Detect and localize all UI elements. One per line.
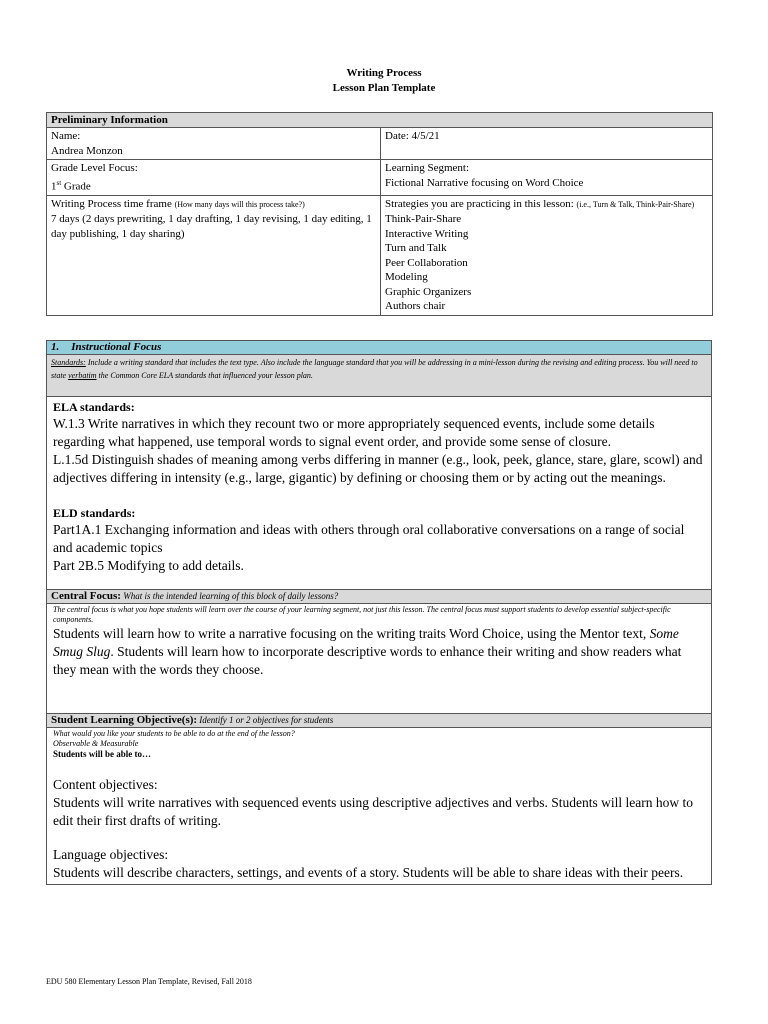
eld-standard-2: Part 2B.5 Modifying to add details. [53,558,244,573]
document-title-block [0,66,768,96]
strategy-item: Modeling [385,271,428,284]
page-footer: EDU 580 Elementary Lesson Plan Template, Revised, Fall 2018 [46,977,252,986]
eld-standard-1: Part1A.1 Exchanging information and ideas with others through oral collaborative conversations on a range of social and academic topics [53,522,685,555]
preliminary-info-table [46,112,713,316]
timeframe-label [51,197,376,213]
strategies-label-text: Strategies you are practicing in this lesson: [385,197,577,210]
segment-value: Fictional Narrative focusing on Word Choice [385,176,584,189]
strategy-item: Interactive Writing [385,227,469,240]
name-label: Name: [51,130,81,142]
strategy-item: Turn and Talk [385,242,447,255]
grade-label: Grade Level Focus: [51,162,138,174]
strategies-label [385,197,708,213]
name-cell [47,128,381,160]
grade-ordinal: st [56,178,62,187]
strategies-hint: (i.e., Turn & Talk, Think-Pair-Share) [576,199,695,209]
objectives-prompt: Identify 1 or 2 objectives for students [197,715,334,725]
grade-suffix: Grade [61,180,91,193]
strategies-cell [381,195,713,315]
segment-cell [381,160,713,196]
grade-cell [47,160,381,196]
timeframe-label-text: Writing Process time frame [51,197,175,210]
language-objectives-label: Language objectives: [53,847,169,862]
strategy-item: Peer Collaboration [385,256,468,269]
standards-instructions [47,355,712,397]
mentor-text-title: Some Smug Slug [53,626,679,659]
standards-label: Standards: [51,358,86,367]
central-focus-text-end: . Students will learn how to incorporate descriptive words to enhance their writing and show readers what they mean with the words they choose. [53,644,682,677]
content-objectives-label: Content objectives: [53,777,158,792]
timeframe-hint: (How many days will this process take?) [174,199,305,209]
document-subtitle: Lesson Plan Template [332,82,436,94]
timeframe-value: 7 days (2 days prewriting, 1 day drafting, 1 day revising, 1 day editing, 1 day publishing, 1 day sharing) [51,213,372,240]
segment-label: Learning Segment: [385,162,470,174]
standards-content [47,397,712,590]
eld-heading: ELD standards: [53,506,136,520]
grade-value [51,176,376,194]
content-objectives-text: Students will write narratives with sequenced events using descriptive adjectives and verbs. Students will learn how to edit their first drafts of writing. [53,795,693,828]
name-value: Andrea Monzon [51,144,123,157]
section-title: Instructional Focus [71,341,162,353]
date-cell [381,128,713,160]
language-objectives-text: Students will describe characters, settings, and events of a story. Students will be able to share ideas with their peers. [53,865,684,880]
standards-instructions-text-end: the Common Core ELA standards that influenced your lesson plan. [96,371,313,380]
preliminary-heading: Preliminary Information [47,113,713,128]
instructional-focus-heading [47,341,712,355]
objectives-note-1: What would you like your students to be able to do at the end of the lesson? [53,729,295,738]
strategy-item: Think-Pair-Share [385,213,462,226]
strategy-item: Authors chair [385,300,446,313]
date-value: Date: 4/5/21 [385,130,440,142]
ela-heading: ELA standards: [53,400,135,414]
central-focus-note: The central focus is what you hope students will learn over the course of your learning segment, not just this lesson. The central focus must support students to develop essential subject-specific components. [53,605,671,624]
standards-instructions-text: Include a writing standard that includes the text type. Also include the language standard that you will be addressing in a mini-lesson during the revising and editing process. You will need to state [51,358,698,380]
section-number: 1. [51,341,60,353]
instructional-focus-table [46,340,712,885]
ela-standard-1: W.1.3 Write narratives in which they recount two or more appropriately sequenced events, include some details regarding what happened, use temporal words to signal event order, and provide some sense of closure. [53,416,655,449]
objectives-heading [47,714,712,728]
central-focus-title: Central Focus: [51,590,121,602]
objectives-content [47,728,712,885]
objectives-note-2: Observable & Measurable [53,739,139,748]
timeframe-cell [47,195,381,315]
objectives-lead: Students will be able to… [53,749,152,759]
objectives-title: Student Learning Objective(s): [51,714,198,726]
central-focus-text [53,625,705,679]
central-focus-heading [47,590,712,604]
ela-standard-2: L.1.5d Distinguish shades of meaning among verbs differing in manner (e.g., look, peek, glance, stare, glare, scowl) and adjectives differing in intensity (e.g., large, gigantic) by defining or choosing them or by acting out the meanings. [53,452,703,485]
central-focus-text-start: Students will learn how to write a narrative focusing on the writing traits Word Choice, using the Mentor text, [53,626,650,641]
central-focus-prompt: What is the intended learning of this block of daily lessons? [120,591,339,601]
document-title: Writing Process [346,67,422,79]
verbatim-word: verbatim [68,371,97,380]
grade-number: 1 [51,180,57,193]
strategy-item: Graphic Organizers [385,285,472,298]
central-focus-content [47,604,712,714]
